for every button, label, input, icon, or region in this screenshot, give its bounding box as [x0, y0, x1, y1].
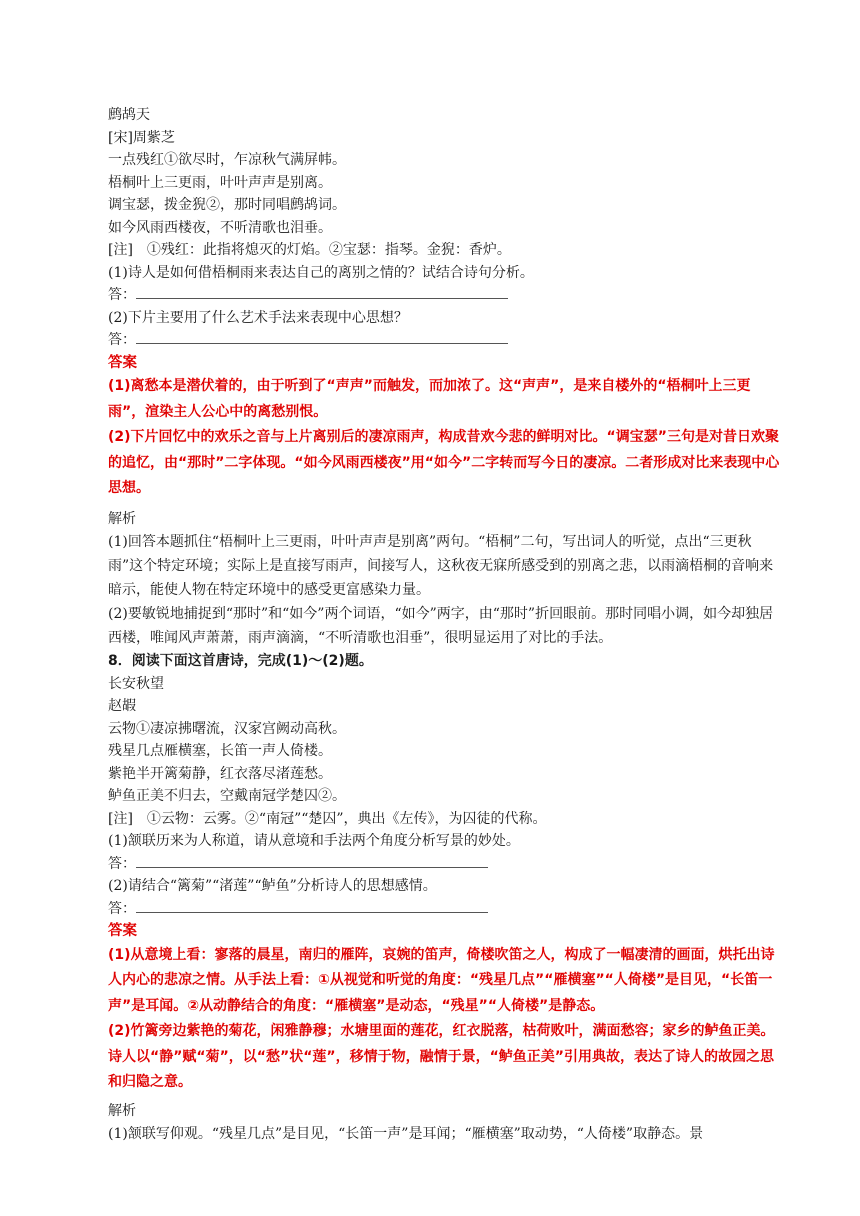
- answer-blank: [136, 331, 508, 344]
- question-2: (2)请结合“篱菊”“渚莲”“鲈鱼”分析诗人的思想感情。: [108, 878, 437, 894]
- answer-prefix: 答：: [108, 855, 136, 872]
- poem-author: 赵嘏: [108, 698, 136, 714]
- answer-prefix: 答：: [108, 332, 136, 348]
- poem-note: [注] ①残红：此指将熄灭的灯焰。②宝瑟：指琴。金猊：香炉。: [108, 242, 511, 258]
- answer-paragraph: (2)竹篱旁边紫艳的菊花，闲雅静穆；水塘里面的莲花，红衣脱落，枯荷败叶，满面愁容；家乡的鲈鱼正美。诗人以“静”赋“菊”，以“愁”状“莲”，移情于物，融情于景，“鲈鱼正美”引用典故，表达了诗人的故园之思和归隐之意。: [108, 1023, 775, 1090]
- poem-line: 如今风雨西楼夜，不听清歌也泪垂。: [108, 219, 332, 236]
- analysis-paragraph: (1)回答本题抓住“梧桐叶上三更雨，叶叶声声是别离”两句。“梧桐”二句，写出词人的听觉，点出“三更秋雨”这个特定环境；实际上是直接写雨声，间接写人，这秋夜无寐所感受到的别离之悲，以雨滴梧桐的音响来暗示，能使人物在特定环境中的感受更富感染力量。: [108, 534, 774, 598]
- answer-blank: [136, 286, 508, 299]
- poem-line: 残星几点雁横塞，长笛一声人倚楼。: [108, 743, 332, 759]
- poem-note: [注] ①云物：云雾。②“南冠”“楚囚”，典出《左传》，为囚徒的代称。: [108, 810, 547, 827]
- analysis-paragraph: (2)要敏锐地捕捉到“那时”和“如今”两个词语，“如今”两字，由“那时”折回眼前。那时同唱小调，如今却独居西楼，唯闻风声萧萧，雨声滴滴，“不听清歌也泪垂”，很明显运用了对比的手法。: [108, 606, 774, 646]
- answer-heading: 答案: [108, 354, 137, 371]
- analysis-heading: 解析: [108, 510, 136, 527]
- answer-blank: [136, 855, 488, 868]
- question-2: (2)下片主要用了什么艺术手法来表现中心思想？: [108, 309, 408, 326]
- document-page: [108, 104, 784, 1146]
- poem-line: 云物①凄凉拂曙流，汉家宫阙动高秋。: [108, 720, 346, 737]
- answer-prefix: 答：: [108, 900, 136, 917]
- question-1: (1)颔联历来为人称道，请从意境和手法两个角度分析写景的妙处。: [108, 833, 520, 849]
- answer-line-2: [108, 329, 784, 352]
- poem-line: 调宝瑟，拨金猊②，那时同唱鹧鸪词。: [108, 197, 346, 213]
- poem-line: 梧桐叶上三更雨，叶叶声声是别离。: [108, 174, 332, 191]
- question-8-stem: 8．阅读下面这首唐诗，完成(1)～(2)题。: [108, 653, 373, 669]
- poem-line: 鲈鱼正美不归去，空戴南冠学楚囚②。: [108, 788, 346, 804]
- analysis-heading: 解析: [108, 1102, 136, 1119]
- analysis-paragraph: (1)颔联写仰观。“残星几点”是目见，“长笛一声”是耳闻；“雁横塞”取动势，“人倚楼”取静态。景: [108, 1126, 704, 1142]
- answer-heading: 答案: [108, 923, 137, 939]
- poem-title: 鹧鸪天: [108, 107, 150, 123]
- answer-paragraph: (2)下片回忆中的欢乐之音与上片离别后的凄凉雨声，构成昔欢今悲的鲜明对比。“调宝瑟”三句是对昔日欢聚的追忆，由“那时”二字体现。“如今风雨西楼夜”用“如今”二字转而写今日的凄凉。二者形成对比来表现中心思想。: [108, 429, 780, 496]
- answer-paragraph: (1)离愁本是潜伏着的，由于听到了“声声”而触发，而加浓了。这“声声”，是来自楼外的“梧桐叶上三更雨”，渲染主人公心中的离愁别恨。: [108, 378, 751, 420]
- answer-prefix: 答：: [108, 287, 136, 303]
- poem-line: 一点残红①欲尽时，乍凉秋气满屏帏。: [108, 152, 346, 168]
- poem-title: 长安秋望: [108, 675, 164, 692]
- poem-author: [宋]周紫芝: [108, 129, 175, 146]
- answer-blank: [136, 900, 488, 913]
- answer-line-1: [108, 853, 784, 876]
- answer-line-1: [108, 284, 784, 307]
- question-1: (1)诗人是如何借梧桐雨来表达自己的离别之情的？试结合诗句分析。: [108, 264, 534, 281]
- answer-paragraph: (1)从意境上看：寥落的晨星，南归的雁阵，哀婉的笛声，倚楼吹笛之人，构成了一幅凄清的画面，烘托出诗人内心的悲凉之情。从手法上看：①从视觉和听觉的角度：“残星几点”“雁横塞”“人倚楼”是目见，“长笛一声”是耳闻。②从动静结合的角度：“雁横塞”是动态，“残星”“人倚楼”是静态。: [108, 946, 775, 1014]
- answer-line-2: [108, 898, 784, 921]
- poem-line: 紫艳半开篱菊静，红衣落尽渚莲愁。: [108, 765, 332, 782]
